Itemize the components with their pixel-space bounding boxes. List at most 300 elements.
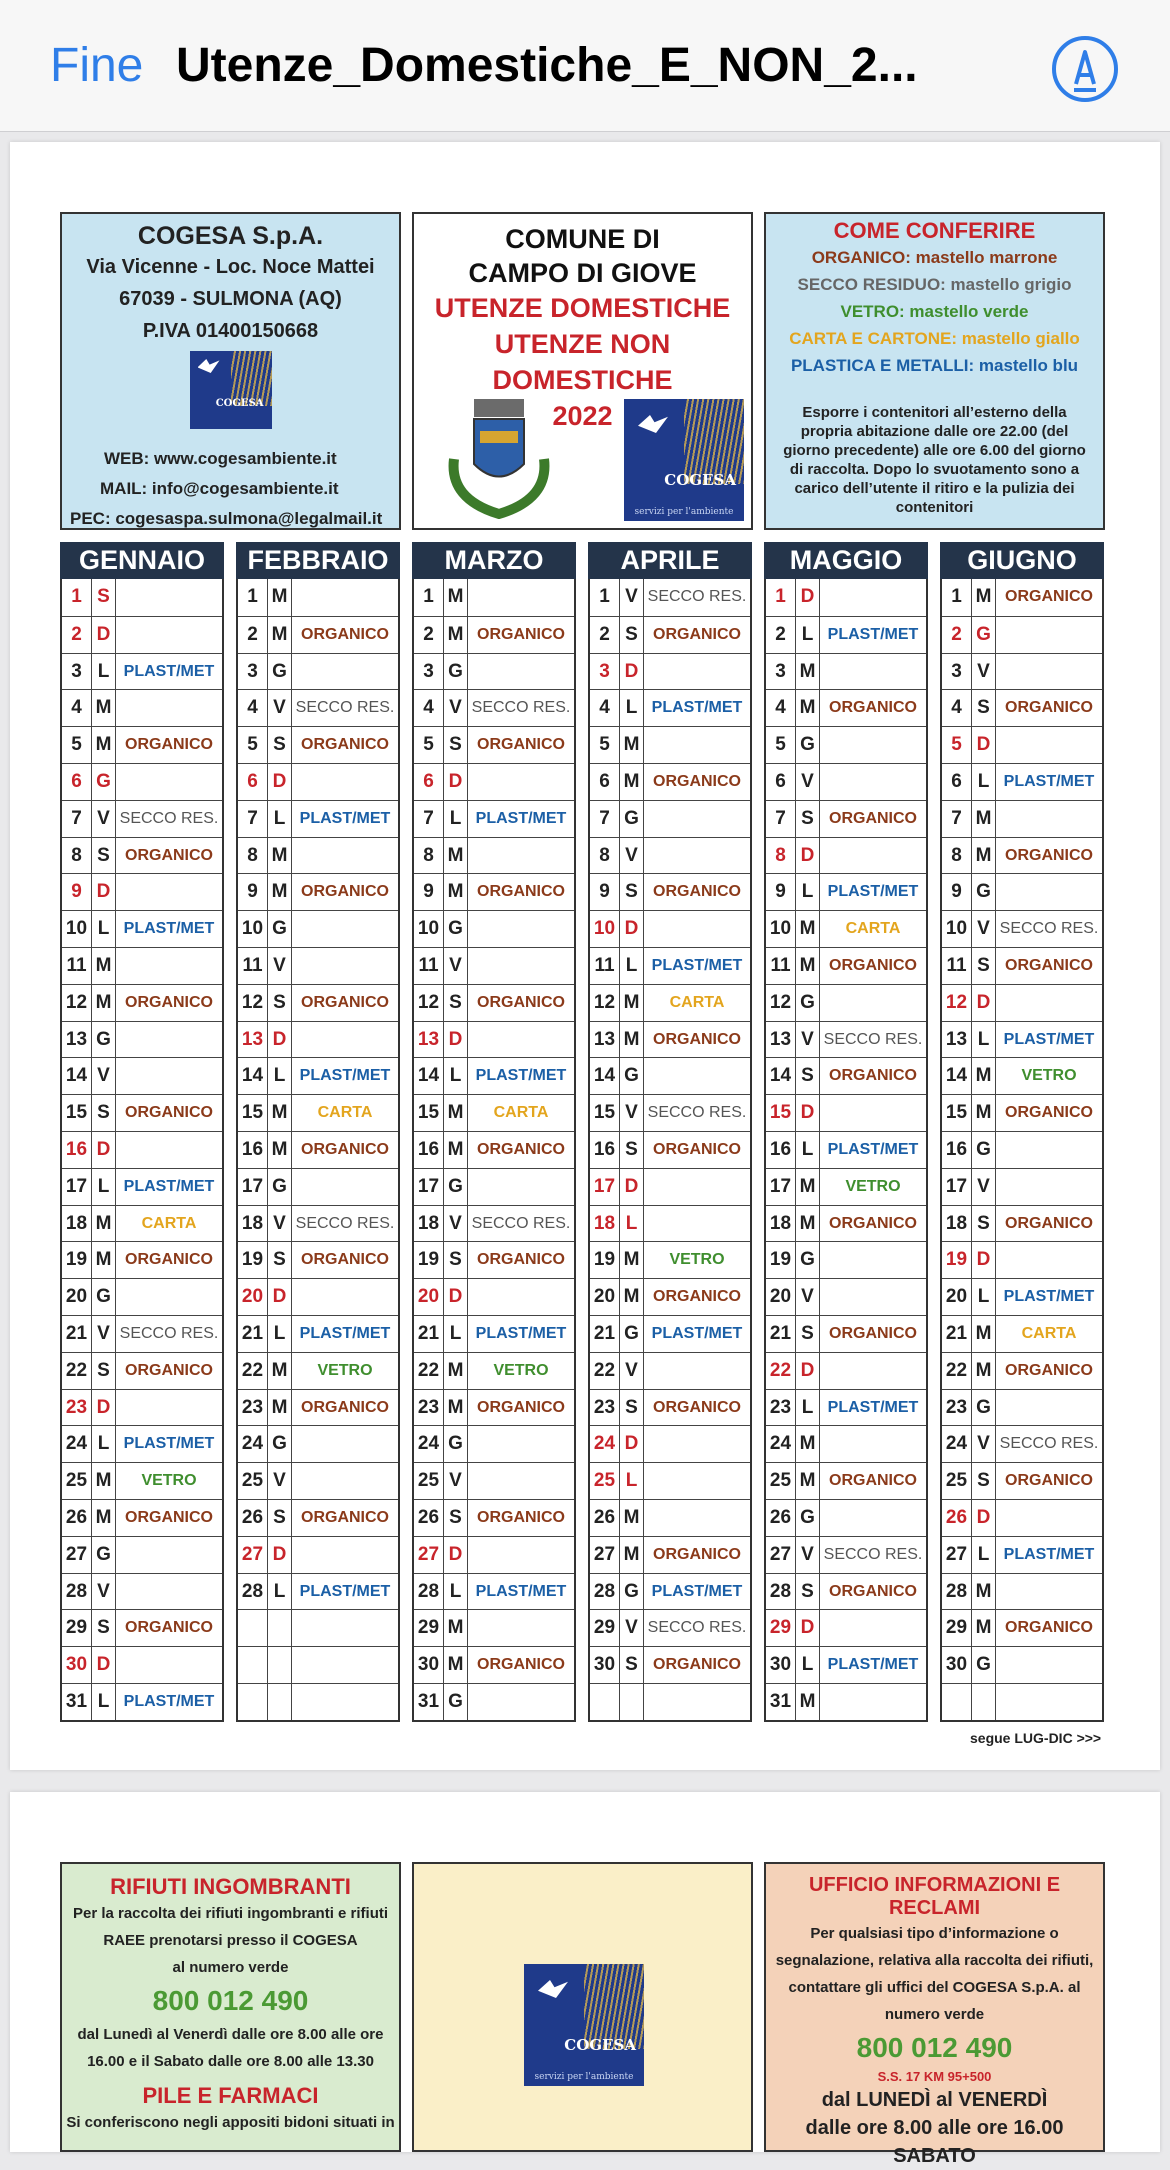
day-letter: M <box>796 1206 820 1242</box>
day-number: 14 <box>766 1058 796 1094</box>
day-number: 16 <box>414 1132 444 1168</box>
day-row <box>238 1573 398 1610</box>
collection-type <box>468 838 574 874</box>
day-number: 10 <box>414 911 444 947</box>
day-row <box>414 1094 574 1131</box>
day-number: 16 <box>590 1132 620 1168</box>
collection-type: ORGANICO <box>829 1324 917 1342</box>
markup-pen-icon[interactable] <box>1050 34 1120 104</box>
day-row <box>62 1536 222 1573</box>
day-row <box>942 984 1102 1021</box>
day-letter: L <box>972 1022 996 1058</box>
pdf-page-2[interactable] <box>10 1792 1160 2167</box>
day-row <box>238 763 398 800</box>
day-letter: G <box>972 1647 996 1683</box>
day-letter: M <box>620 1279 644 1315</box>
day-number: 21 <box>590 1316 620 1352</box>
collection-type <box>116 764 222 800</box>
day-letter: M <box>268 874 292 910</box>
day-letter: V <box>620 579 644 616</box>
day-letter: G <box>268 1169 292 1205</box>
company-piva: P.IVA 01400150668 <box>142 320 319 342</box>
day-row <box>414 1278 574 1315</box>
day-number: 22 <box>766 1353 796 1389</box>
day-row <box>766 653 926 690</box>
collection-type <box>116 690 222 726</box>
day-letter: V <box>972 654 996 690</box>
day-row <box>766 837 926 874</box>
day-letter: L <box>268 1574 292 1610</box>
collection-type: SECCO RES. <box>823 1030 923 1048</box>
company-address: Via Vicenne - Loc. Noce Mattei <box>86 256 375 278</box>
day-number: 16 <box>766 1132 796 1168</box>
day-number: 31 <box>766 1684 796 1720</box>
day-number: 6 <box>238 764 268 800</box>
day-letter: S <box>972 948 996 984</box>
day-number: 24 <box>766 1426 796 1462</box>
day-row <box>238 984 398 1021</box>
day-letter: G <box>796 1242 820 1278</box>
collection-type <box>996 1132 1102 1168</box>
collection-type <box>292 838 398 874</box>
day-letter: M <box>92 727 116 763</box>
collection-type <box>996 617 1102 653</box>
day-number: 3 <box>766 654 796 690</box>
day-number: 10 <box>766 911 796 947</box>
conferire-note: Esporre i contenitori all’esterno della propria abitazione dalle ore 22.00 (del giorno precedente) alle ore 6.00 del giorno di raccolta. Dopo lo svuotamento sono a carico dell’utente il ritiro e la pulizia dei contenitori <box>783 404 1086 516</box>
day-number: 27 <box>238 1537 268 1573</box>
collection-type <box>820 1242 926 1278</box>
day-letter: M <box>268 617 292 653</box>
day-row <box>766 1094 926 1131</box>
day-row <box>942 1462 1102 1499</box>
day-letter: M <box>620 1500 644 1536</box>
day-row <box>942 1057 1102 1094</box>
day-number: 4 <box>766 690 796 726</box>
day-row <box>766 1536 926 1573</box>
day-letter: S <box>796 1316 820 1352</box>
day-row <box>590 1021 750 1058</box>
day-row <box>414 1168 574 1205</box>
day-number: 15 <box>766 1095 796 1131</box>
day-number: 7 <box>62 801 92 837</box>
collection-type <box>468 911 574 947</box>
utenze-non-domestiche: UTENZE NON DOMESTICHE <box>492 329 673 395</box>
day-letter: L <box>620 1463 644 1499</box>
numero-verde: 800 012 490 <box>856 2032 1013 2063</box>
collection-type <box>996 1574 1102 1610</box>
day-row <box>238 947 398 984</box>
day-letter: D <box>92 874 116 910</box>
text-line: numero verde <box>884 2006 985 2023</box>
day-number: 5 <box>766 727 796 763</box>
collection-type: ORGANICO <box>477 1398 565 1416</box>
day-number: 29 <box>414 1610 444 1646</box>
pile-farmaci-heading: PILE E FARMACI <box>142 2083 319 2108</box>
day-number: 8 <box>590 838 620 874</box>
day-row <box>942 910 1102 947</box>
day-row <box>238 1094 398 1131</box>
day-row <box>590 726 750 763</box>
collection-type: SECCO RES. <box>119 809 219 827</box>
day-letter: D <box>268 1279 292 1315</box>
month-header: GIUGNO <box>940 542 1104 579</box>
text-line: RAEE prenotarsi presso il COGESA <box>103 1932 358 1949</box>
collection-type: ORGANICO <box>477 883 565 901</box>
day-row <box>414 1425 574 1462</box>
day-letter: S <box>620 1390 644 1426</box>
day-row <box>62 689 222 726</box>
day-number: 14 <box>590 1058 620 1094</box>
day-number: 8 <box>766 838 796 874</box>
day-row <box>238 1021 398 1058</box>
collection-type <box>820 1684 926 1720</box>
day-row <box>62 1646 222 1683</box>
day-row <box>942 1683 1102 1720</box>
day-row <box>238 1425 398 1462</box>
collection-type <box>996 985 1102 1021</box>
month-gennaio <box>60 542 224 1722</box>
day-number: 16 <box>238 1132 268 1168</box>
collection-type <box>644 727 750 763</box>
day-letter: V <box>972 1426 996 1462</box>
day-letter: D <box>268 764 292 800</box>
collection-type <box>292 1169 398 1205</box>
day-number: 5 <box>62 727 92 763</box>
day-number: 7 <box>238 801 268 837</box>
collection-type <box>292 1022 398 1058</box>
day-row <box>766 1205 926 1242</box>
month-maggio <box>764 542 928 1722</box>
collection-type <box>996 1500 1102 1536</box>
day-row <box>62 1131 222 1168</box>
day-number: 15 <box>590 1095 620 1131</box>
day-number: 4 <box>942 690 972 726</box>
collection-type: VETRO <box>1021 1067 1077 1085</box>
collection-type <box>820 1353 926 1389</box>
collection-type: ORGANICO <box>829 1582 917 1600</box>
collection-type: ORGANICO <box>125 1361 213 1379</box>
collection-type: CARTA <box>317 1104 373 1122</box>
day-row <box>942 1131 1102 1168</box>
cogesa-logo <box>190 351 272 429</box>
day-row <box>590 1094 750 1131</box>
day-letter: M <box>92 985 116 1021</box>
collection-type <box>116 1279 222 1315</box>
collection-type <box>292 948 398 984</box>
rule-vetro: VETRO: mastello verde <box>840 302 1029 321</box>
day-row <box>942 1021 1102 1058</box>
day-number: 27 <box>590 1537 620 1573</box>
day-letter: G <box>92 1022 116 1058</box>
day-row <box>414 1609 574 1646</box>
collection-type <box>820 654 926 690</box>
day-letter: V <box>444 1463 468 1499</box>
collection-type: PLAST/MET <box>1003 772 1095 790</box>
day-number: 25 <box>414 1463 444 1499</box>
day-row <box>942 1315 1102 1352</box>
text-line: dalle ore 8.00 alle ore 16.00 <box>805 2117 1064 2139</box>
day-letter: L <box>796 1390 820 1426</box>
day-letter: M <box>972 1058 996 1094</box>
day-row <box>62 1057 222 1094</box>
collection-type <box>292 1463 398 1499</box>
day-row <box>62 616 222 653</box>
day-letter: D <box>620 1169 644 1205</box>
collection-type <box>292 764 398 800</box>
day-row <box>590 1462 750 1499</box>
day-letter: G <box>972 874 996 910</box>
company-city: 67039 - SULMONA (AQ) <box>119 288 342 310</box>
day-row <box>766 1609 926 1646</box>
day-row <box>414 1315 574 1352</box>
day-number: 17 <box>62 1169 92 1205</box>
day-letter: V <box>444 948 468 984</box>
day-row <box>62 837 222 874</box>
day-row <box>414 616 574 653</box>
day-letter: V <box>92 801 116 837</box>
day-number: 4 <box>62 690 92 726</box>
day-letter: S <box>620 617 644 653</box>
logo-word: COGESA <box>564 2036 636 2055</box>
day-row <box>590 837 750 874</box>
day-row <box>942 579 1102 616</box>
day-letter <box>972 1684 996 1720</box>
day-number: 30 <box>414 1647 444 1683</box>
day-row <box>238 1168 398 1205</box>
month-header: FEBBRAIO <box>236 542 400 579</box>
day-number: 18 <box>766 1206 796 1242</box>
conferire-heading: COME CONFERIRE <box>833 218 1036 243</box>
day-number: 10 <box>238 911 268 947</box>
collection-type: ORGANICO <box>125 1508 213 1526</box>
day-letter: D <box>972 1500 996 1536</box>
day-row <box>238 616 398 653</box>
day-number: 7 <box>590 801 620 837</box>
day-number: 21 <box>414 1316 444 1352</box>
collection-type: SECCO RES. <box>471 1214 571 1232</box>
day-number: 3 <box>414 654 444 690</box>
collection-type <box>468 1022 574 1058</box>
collection-type: VETRO <box>141 1472 197 1490</box>
day-row <box>414 1205 574 1242</box>
day-number: 4 <box>414 690 444 726</box>
collection-type: ORGANICO <box>1005 699 1093 717</box>
day-row <box>414 1683 574 1720</box>
day-letter: L <box>92 1169 116 1205</box>
day-letter: V <box>620 1095 644 1131</box>
day-number: 6 <box>766 764 796 800</box>
collection-type: CARTA <box>845 920 901 938</box>
day-letter: S <box>972 1206 996 1242</box>
day-row <box>62 653 222 690</box>
day-number <box>942 1684 972 1720</box>
month-aprile <box>588 542 752 1722</box>
collection-type: ORGANICO <box>1005 1361 1093 1379</box>
day-letter: G <box>796 727 820 763</box>
day-number: 24 <box>62 1426 92 1462</box>
collection-type: ORGANICO <box>829 699 917 717</box>
day-letter: M <box>620 764 644 800</box>
day-number: 11 <box>942 948 972 984</box>
collection-type: SECCO RES. <box>823 1545 923 1563</box>
day-row <box>942 1094 1102 1131</box>
collection-type <box>116 1574 222 1610</box>
collection-type <box>996 801 1102 837</box>
day-row <box>62 1683 222 1720</box>
day-row <box>414 653 574 690</box>
day-letter: G <box>268 1426 292 1462</box>
done-button[interactable]: Fine <box>50 39 144 92</box>
day-row <box>942 616 1102 653</box>
collection-type <box>644 1500 750 1536</box>
day-number: 28 <box>590 1574 620 1610</box>
day-row <box>766 689 926 726</box>
day-row <box>766 1021 926 1058</box>
day-row <box>62 1499 222 1536</box>
collection-type <box>820 1500 926 1536</box>
day-number: 5 <box>942 727 972 763</box>
day-letter: D <box>796 1095 820 1131</box>
day-number: 16 <box>62 1132 92 1168</box>
day-letter: M <box>444 579 468 616</box>
day-letter: D <box>620 911 644 947</box>
day-row <box>766 1425 926 1462</box>
day-row <box>414 1057 574 1094</box>
collection-type: PLAST/MET <box>1003 1545 1095 1563</box>
pdf-page-1[interactable] <box>10 142 1160 1770</box>
day-number: 25 <box>942 1463 972 1499</box>
day-number: 8 <box>238 838 268 874</box>
day-letter: D <box>92 1647 116 1683</box>
collection-type: PLAST/MET <box>651 1582 743 1600</box>
collection-type: CARTA <box>669 993 725 1011</box>
day-row <box>414 984 574 1021</box>
collection-type: ORGANICO <box>1005 956 1093 974</box>
day-number: 1 <box>590 579 620 616</box>
collection-type: ORGANICO <box>653 1398 741 1416</box>
day-letter: G <box>620 1316 644 1352</box>
day-row <box>238 1278 398 1315</box>
collection-type <box>820 1610 926 1646</box>
day-row <box>942 947 1102 984</box>
text-line: dal LUNEDÌ al VENERDÌ <box>821 2089 1048 2111</box>
day-number: 1 <box>62 579 92 616</box>
text-line: al numero verde <box>172 1959 289 1976</box>
collection-type: ORGANICO <box>125 846 213 864</box>
logo-word: COGESA <box>215 397 264 409</box>
day-row <box>62 1205 222 1242</box>
cogesa-info-box <box>60 212 401 530</box>
day-row <box>766 800 926 837</box>
collection-type: ORGANICO <box>301 1508 389 1526</box>
day-row <box>238 726 398 763</box>
day-number: 28 <box>238 1574 268 1610</box>
collection-type <box>996 1169 1102 1205</box>
collection-type: ORGANICO <box>301 883 389 901</box>
day-row <box>238 1241 398 1278</box>
day-letter: L <box>796 1132 820 1168</box>
collection-type: ORGANICO <box>125 1619 213 1637</box>
rule-carta: CARTA E CARTONE: mastello giallo <box>789 329 1080 348</box>
day-row <box>590 689 750 726</box>
day-number: 3 <box>238 654 268 690</box>
day-letter: M <box>620 985 644 1021</box>
collection-type: PLAST/MET <box>123 1435 215 1453</box>
day-number: 3 <box>62 654 92 690</box>
day-number: 13 <box>238 1022 268 1058</box>
day-letter: S <box>796 1574 820 1610</box>
day-letter <box>620 1684 644 1720</box>
day-letter: L <box>796 1647 820 1683</box>
day-letter: M <box>972 1316 996 1352</box>
day-letter: S <box>620 1132 644 1168</box>
day-number <box>238 1684 268 1720</box>
day-number: 13 <box>942 1022 972 1058</box>
day-letter: S <box>268 985 292 1021</box>
day-letter: M <box>620 727 644 763</box>
day-row <box>414 837 574 874</box>
day-letter: G <box>268 654 292 690</box>
ufficio-heading: UFFICIO INFORMAZIONI E RECLAMI <box>808 1874 1061 1919</box>
day-letter: S <box>444 1500 468 1536</box>
day-letter: M <box>796 1684 820 1720</box>
text-line: contattare gli uffici del COGESA S.p.A. al <box>788 1979 1081 1996</box>
utenze-domestiche: UTENZE DOMESTICHE <box>434 293 731 323</box>
day-letter: L <box>972 764 996 800</box>
day-letter: V <box>92 1316 116 1352</box>
day-letter: M <box>796 1463 820 1499</box>
collection-type: VETRO <box>669 1251 725 1269</box>
day-letter: M <box>972 1095 996 1131</box>
collection-type <box>292 1426 398 1462</box>
day-row <box>238 800 398 837</box>
bird-icon <box>538 1980 568 1998</box>
month-header: APRILE <box>588 542 752 579</box>
collection-type <box>996 1390 1102 1426</box>
collection-type: PLAST/MET <box>299 1324 391 1342</box>
day-letter: M <box>268 1132 292 1168</box>
collection-type: ORGANICO <box>1005 1104 1093 1122</box>
day-number: 4 <box>238 690 268 726</box>
day-letter: D <box>92 617 116 653</box>
day-letter: D <box>444 1537 468 1573</box>
collection-type <box>468 579 574 616</box>
day-row <box>766 1241 926 1278</box>
day-row <box>414 947 574 984</box>
day-number: 20 <box>62 1279 92 1315</box>
collection-type <box>644 1426 750 1462</box>
day-number: 19 <box>414 1242 444 1278</box>
day-row <box>766 1683 926 1720</box>
month-header: MAGGIO <box>764 542 928 579</box>
day-row <box>62 579 222 616</box>
day-letter: M <box>796 911 820 947</box>
collection-type <box>292 654 398 690</box>
day-number: 1 <box>942 579 972 616</box>
day-row <box>766 873 926 910</box>
day-letter: M <box>620 1537 644 1573</box>
collection-type <box>644 1684 750 1720</box>
day-row <box>590 1425 750 1462</box>
collection-type: SECCO RES. <box>647 1104 747 1122</box>
day-number: 6 <box>590 764 620 800</box>
day-letter: G <box>444 1426 468 1462</box>
day-letter: M <box>796 1426 820 1462</box>
come-conferire-box <box>764 212 1105 530</box>
day-number: 6 <box>62 764 92 800</box>
collection-type: ORGANICO <box>1005 1619 1093 1637</box>
